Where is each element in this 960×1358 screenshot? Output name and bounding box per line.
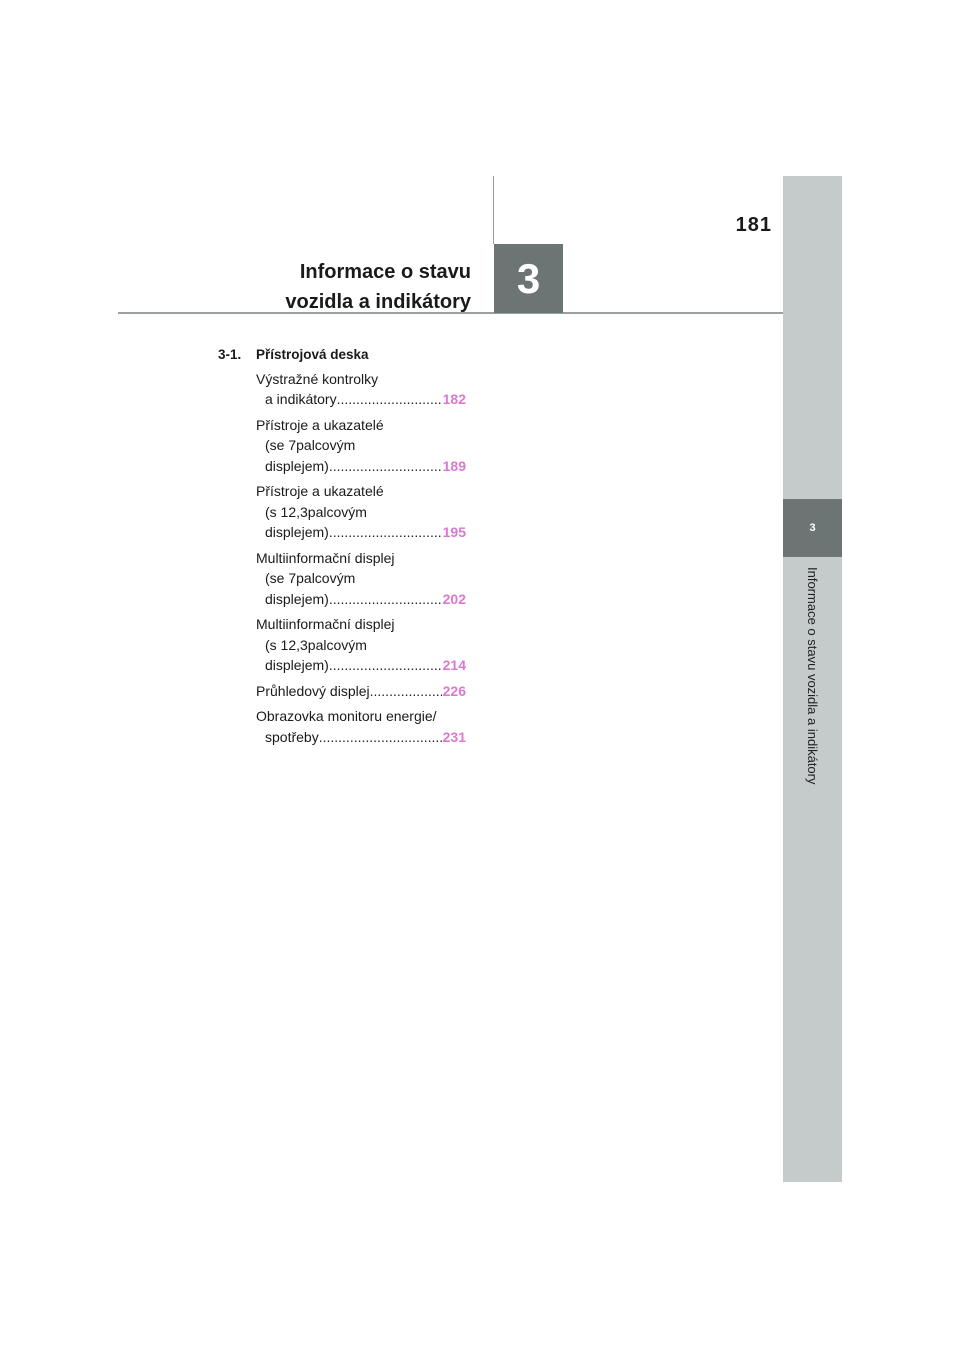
toc-entry[interactable]: [256, 548, 466, 610]
toc-entry[interactable]: [256, 681, 466, 702]
chapter-title-line-1: Informace o stavu: [299, 261, 471, 283]
toc-entry-text: Přístroje a ukazatelé: [256, 416, 384, 433]
chapter-number-box: [494, 244, 563, 313]
toc-entry-leader-line: [256, 456, 466, 477]
toc-entry[interactable]: [256, 369, 466, 410]
page-number: 181: [735, 214, 772, 236]
toc-entry[interactable]: [256, 614, 466, 676]
dot-leader: [337, 389, 442, 410]
dot-leader: [319, 727, 442, 748]
toc-page-link[interactable]: 195: [442, 524, 466, 540]
toc-entry-text: displejem): [265, 657, 329, 673]
toc-page-link[interactable]: 202: [442, 590, 466, 607]
toc-entry-leader-line: [256, 655, 466, 676]
toc-page-link[interactable]: 231: [442, 728, 466, 745]
dot-leader: [329, 589, 442, 610]
toc-entry-text: (se 7palcovým: [265, 437, 356, 453]
toc-entry-leader-line: [256, 589, 466, 610]
toc-entry-text: Multiinformační displej: [256, 616, 395, 632]
toc-section-title: Přístrojová deska: [256, 347, 369, 362]
toc-section-heading: [218, 345, 466, 366]
toc-page-link[interactable]: 189: [442, 457, 466, 474]
toc-entry-text: displejem): [265, 457, 329, 474]
toc-entry-list: [218, 369, 466, 748]
toc-entry-leader-line: [256, 681, 466, 702]
toc-entry-text: (se 7palcovým: [265, 570, 356, 586]
sidebar-tab-number: 3: [809, 522, 816, 534]
toc-entry-text: Průhledový displej: [256, 682, 370, 699]
toc-section-number: 3-1.: [218, 347, 242, 362]
toc-entry-text: displejem): [265, 524, 329, 540]
dot-leader: [329, 522, 442, 543]
toc-entry[interactable]: [256, 415, 466, 477]
toc-entry-text: Přístroje a ukazatelé: [256, 483, 384, 499]
chapter-title-line-2: vozidla a indikátory: [285, 291, 471, 313]
sidebar-chapter-label: Informace o stavu vozidla a indikátory: [805, 567, 820, 785]
toc-entry[interactable]: [256, 706, 466, 747]
toc-entry[interactable]: [256, 481, 466, 543]
toc-entry-text: Multiinformační displej: [256, 549, 395, 566]
toc-entry-leader-line: [256, 727, 466, 748]
chapter-number: 3: [516, 254, 541, 302]
dot-leader: [370, 681, 442, 702]
toc-entry-text: Výstražné kontrolky: [256, 370, 379, 387]
toc-page-link[interactable]: 182: [442, 391, 466, 407]
header-vertical-rule: [493, 176, 494, 244]
toc-entry-leader-line: [256, 522, 466, 543]
toc-entry-text: displejem): [265, 590, 329, 607]
toc-entry-text: a indikátory: [265, 391, 337, 407]
table-of-contents: [218, 345, 466, 752]
toc-entry-leader-line: [256, 389, 466, 410]
sidebar-chapter-tab[interactable]: [783, 499, 842, 557]
toc-entry-text: (s 12,3palcovým: [265, 503, 367, 520]
dot-leader: [329, 655, 442, 676]
toc-page-link[interactable]: 226: [442, 682, 466, 699]
toc-entry-text: (s 12,3palcovým: [265, 636, 367, 653]
toc-entry-text: Obrazovka monitoru energie/: [256, 708, 437, 724]
toc-page-link[interactable]: 214: [442, 657, 466, 673]
chapter-title: [285, 257, 471, 317]
dot-leader: [329, 456, 442, 477]
toc-entry-text: spotřeby: [265, 728, 319, 745]
